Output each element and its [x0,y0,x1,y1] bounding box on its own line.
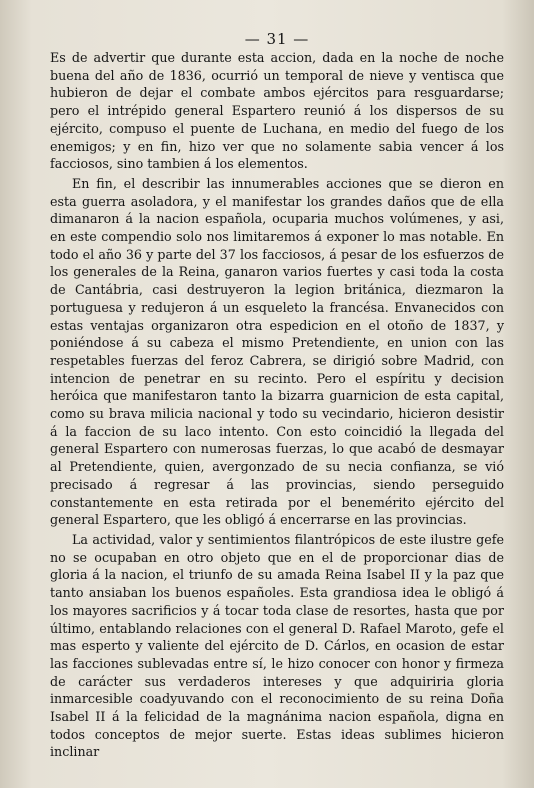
body-text [50,49,504,761]
paragraph-1: Es de advertir que durante esta accion, dada en la noche de noche buena del año de 1836, ocurrió un temporal de nieve y ventisca que hubieron de dejar el combate ambos ejércitos para resguardarse; pero el intrépido general Espartero reunió á los dispersos de su ejército, compuso el puente de Luchana, en medio del fuego de los enemigos; y en fin, hizo ver que no solamente sabia vencer á los facciosos, sino tambien á los elementos. [50,50,504,172]
paragraph-2: En fin, el describir las innumerables acciones que se dieron en esta guerra asoladora, y el manifestar los grandes daños que de ella dimanaron á la nacion española, ocuparia muchos volúmenes, y asi, en este compendio solo nos limitaremos á exponer lo mas notable. En todo el año 36 y parte del 37 los facciosos, á pesar de los esfuerzos de los generales de la Reina, ganaron varios fuertes y casi toda la costa de Cantábria, casi destruyeron la legion británica, diezmaron la portuguesa y redujeron á un esqueleto la francésa. Envanecidos con estas ventajas organizaron otra espedicion en el otoño de 1837, y poniéndose á su cabeza el mismo Pretendiente, en union con las respetables fuerzas del feroz Cabrera, se dirigió sobre Madrid, con intencion de penetrar en su recinto. Pero el espíritu y decision heróica que manifestaron tanto la bizarra guarnicion de esta capital, como su brava milicia nacional y todo su vecindario, hicieron desistir á la faccion de su laco intento. Con esto coincidió la llegada del general Espartero con numerosas fuerzas, lo que acabó de desmayar al Pretendiente, quien, avergonzado de su necia confianza, se vió precisado á regresar á las provincias, siendo perseguido constantemente en esta retirada por el benemérito ejército del general Espartero, que les obligó á encerrarse en las provincias. [50,175,504,528]
paragraph-3: La actividad, valor y sentimientos filantrópicos de este ilustre gefe no se ocupaban en otro objeto que en el de proporcionar dias de gloria á la nacion, el triunfo de su amada Reina Isabel II y la paz que tanto ansiaban los buenos españoles. Esta grandiosa idea le obligó á los mayores sacrificios y á tocar toda clase de resortes, hasta que por último, entablando relaciones con el general D. Rafael Maroto, gefe el mas esperto y valiente del ejército de D. Cárlos, en ocasion de estar las facciones sublevadas entre sí, le hizo conocer con honor y firmeza de carácter sus verdaderos intereses y que adquiriria gloria inmarcesible coadyuvando con el reconocimiento de su reina Doña Isabel II á la felicidad de la magnánima nacion española, digna en todos conceptos de mejor suerte. Estas ideas sublimes hicieron inclinar [50,531,504,760]
page-number: — 31 — [244,30,310,48]
